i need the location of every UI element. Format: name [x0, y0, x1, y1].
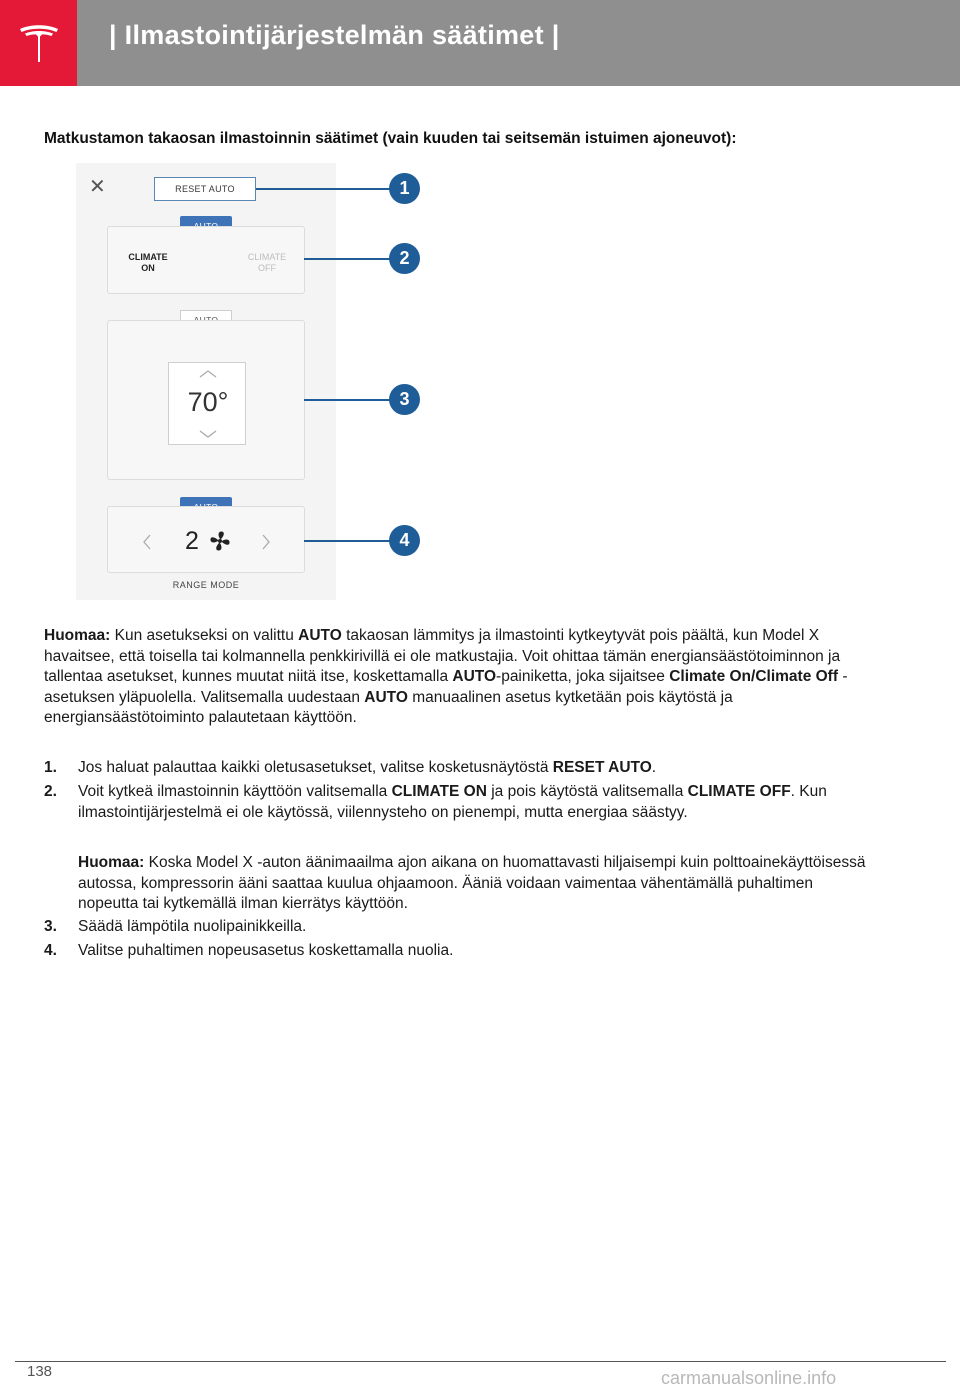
list-bold-part: CLIMATE OFF [687, 783, 791, 800]
note-bold-1: AUTO [298, 627, 342, 644]
close-icon[interactable]: ✕ [89, 176, 106, 198]
temperature-panel [107, 320, 305, 480]
note-bold-3: Climate On/Climate Off [669, 668, 839, 685]
list-number: 3. [44, 918, 57, 935]
list-bold-part: CLIMATE ON [391, 783, 487, 800]
callout-number-1: 1 [389, 173, 420, 204]
note-2-label: Huomaa: [78, 854, 145, 871]
list-text: Valitse puhaltimen nopeusasetus koskettamalla nuolia. [78, 942, 454, 959]
note-2-text: Koska Model X -auton äänimaailma ajon aikana on huomattavasti hiljaisempi kuin polttoainekäyttöisessä autossa, kompressorin ääni saattaa kuulua ohjaamoon. Ääniä voidaan vaimentaa vähentämällä puhaltimen nopeutta tai kytkemällä ilman kierrätys käyttöön. [78, 854, 866, 912]
list-text-part: ja pois käytöstä valitsemalla [486, 783, 688, 800]
callout-number-2: 2 [389, 243, 420, 274]
callout-line-1 [256, 188, 390, 190]
note-text-5: manuaalinen asetus kytketään pois käytöstä ja energiansäästötoiminto palautetaan käyttöön. [44, 688, 733, 726]
list-text-part: Jos haluat palauttaa kaikki oletusasetukset, valitse kosketusnäytöstä [78, 759, 553, 776]
tesla-logo-icon [0, 0, 77, 86]
climate-on-button[interactable]: CLIMATE ON [128, 252, 168, 273]
list-number: 1. [44, 759, 57, 776]
footer-divider [15, 1361, 946, 1362]
section-heading: Matkustamon takaosan ilmastoinnin säätimet (vain kuuden tai seitsemän istuimen ajoneuvot): [44, 130, 737, 147]
note-text-4: -asetuksen yläpuolella. Valitsemalla uudestaan [44, 668, 848, 706]
list-number: 2. [44, 783, 57, 800]
fan-icon [209, 530, 231, 552]
callout-line-2 [304, 258, 390, 260]
list-bold-part: RESET AUTO [552, 759, 652, 776]
climate-off-button[interactable]: CLIMATE OFF [247, 252, 287, 273]
list-text-part: . Kun ilmastointijärjestelmä ei ole käytössä, viilennysteho on pienempi, mutta energiaa säästyy. [78, 783, 827, 821]
note-bold-2: AUTO [452, 668, 497, 685]
list-text-part: Voit kytkeä ilmastoinnin käyttöön valitsemalla [78, 783, 392, 800]
chevron-right-icon[interactable] [261, 533, 271, 551]
list-text [78, 758, 868, 779]
range-mode-button[interactable]: RANGE MODE [172, 580, 240, 590]
reset-auto-button[interactable]: RESET AUTO [154, 177, 256, 201]
chevron-left-icon[interactable] [142, 533, 152, 551]
note-bold-4: AUTO [364, 688, 408, 706]
list-text: Säädä lämpötila nuolipainikkeilla. [78, 918, 307, 935]
chevron-up-icon[interactable] [198, 369, 218, 379]
climate-controls-figure [76, 163, 336, 600]
callout-number-3: 3 [389, 384, 420, 415]
list-text [78, 782, 868, 823]
callout-line-4 [304, 540, 390, 542]
chevron-down-icon[interactable] [198, 429, 218, 439]
watermark: carmanualsonline.info [661, 1368, 837, 1388]
fan-panel [107, 506, 305, 573]
note-paragraph [44, 626, 874, 729]
header-title: | Ilmastointijärjestelmän säätimet | [109, 20, 560, 50]
note-text-1: Kun asetukseksi on valittu [110, 627, 299, 644]
list-text-part: . [651, 759, 657, 776]
fan-speed-value: 2 [185, 527, 199, 555]
temperature-value: 70° [187, 387, 229, 417]
note-text-2: takaosan lämmitys ja ilmastointi kytkeytyvät pois päältä, kun Model X havaitsee, että toisella tai kolmannella penkkirivillä ei ole matkustajia. Voit ohittaa tämän energiansäästötoiminnon ja tallentaa asetukset, kunnes muutat niitä itse, koskettamalla [44, 627, 841, 685]
temperature-display [168, 362, 246, 445]
page-header [0, 0, 960, 86]
callout-line-3 [304, 399, 390, 401]
note-2-paragraph [78, 853, 868, 915]
note-label: Huomaa: [44, 627, 111, 644]
page-number: 138 [27, 1363, 53, 1380]
note-text-3: -painiketta, joka sijaitsee [496, 668, 670, 685]
climate-toggle-panel [107, 226, 305, 294]
callout-number-4: 4 [389, 525, 420, 556]
list-number: 4. [44, 942, 57, 959]
